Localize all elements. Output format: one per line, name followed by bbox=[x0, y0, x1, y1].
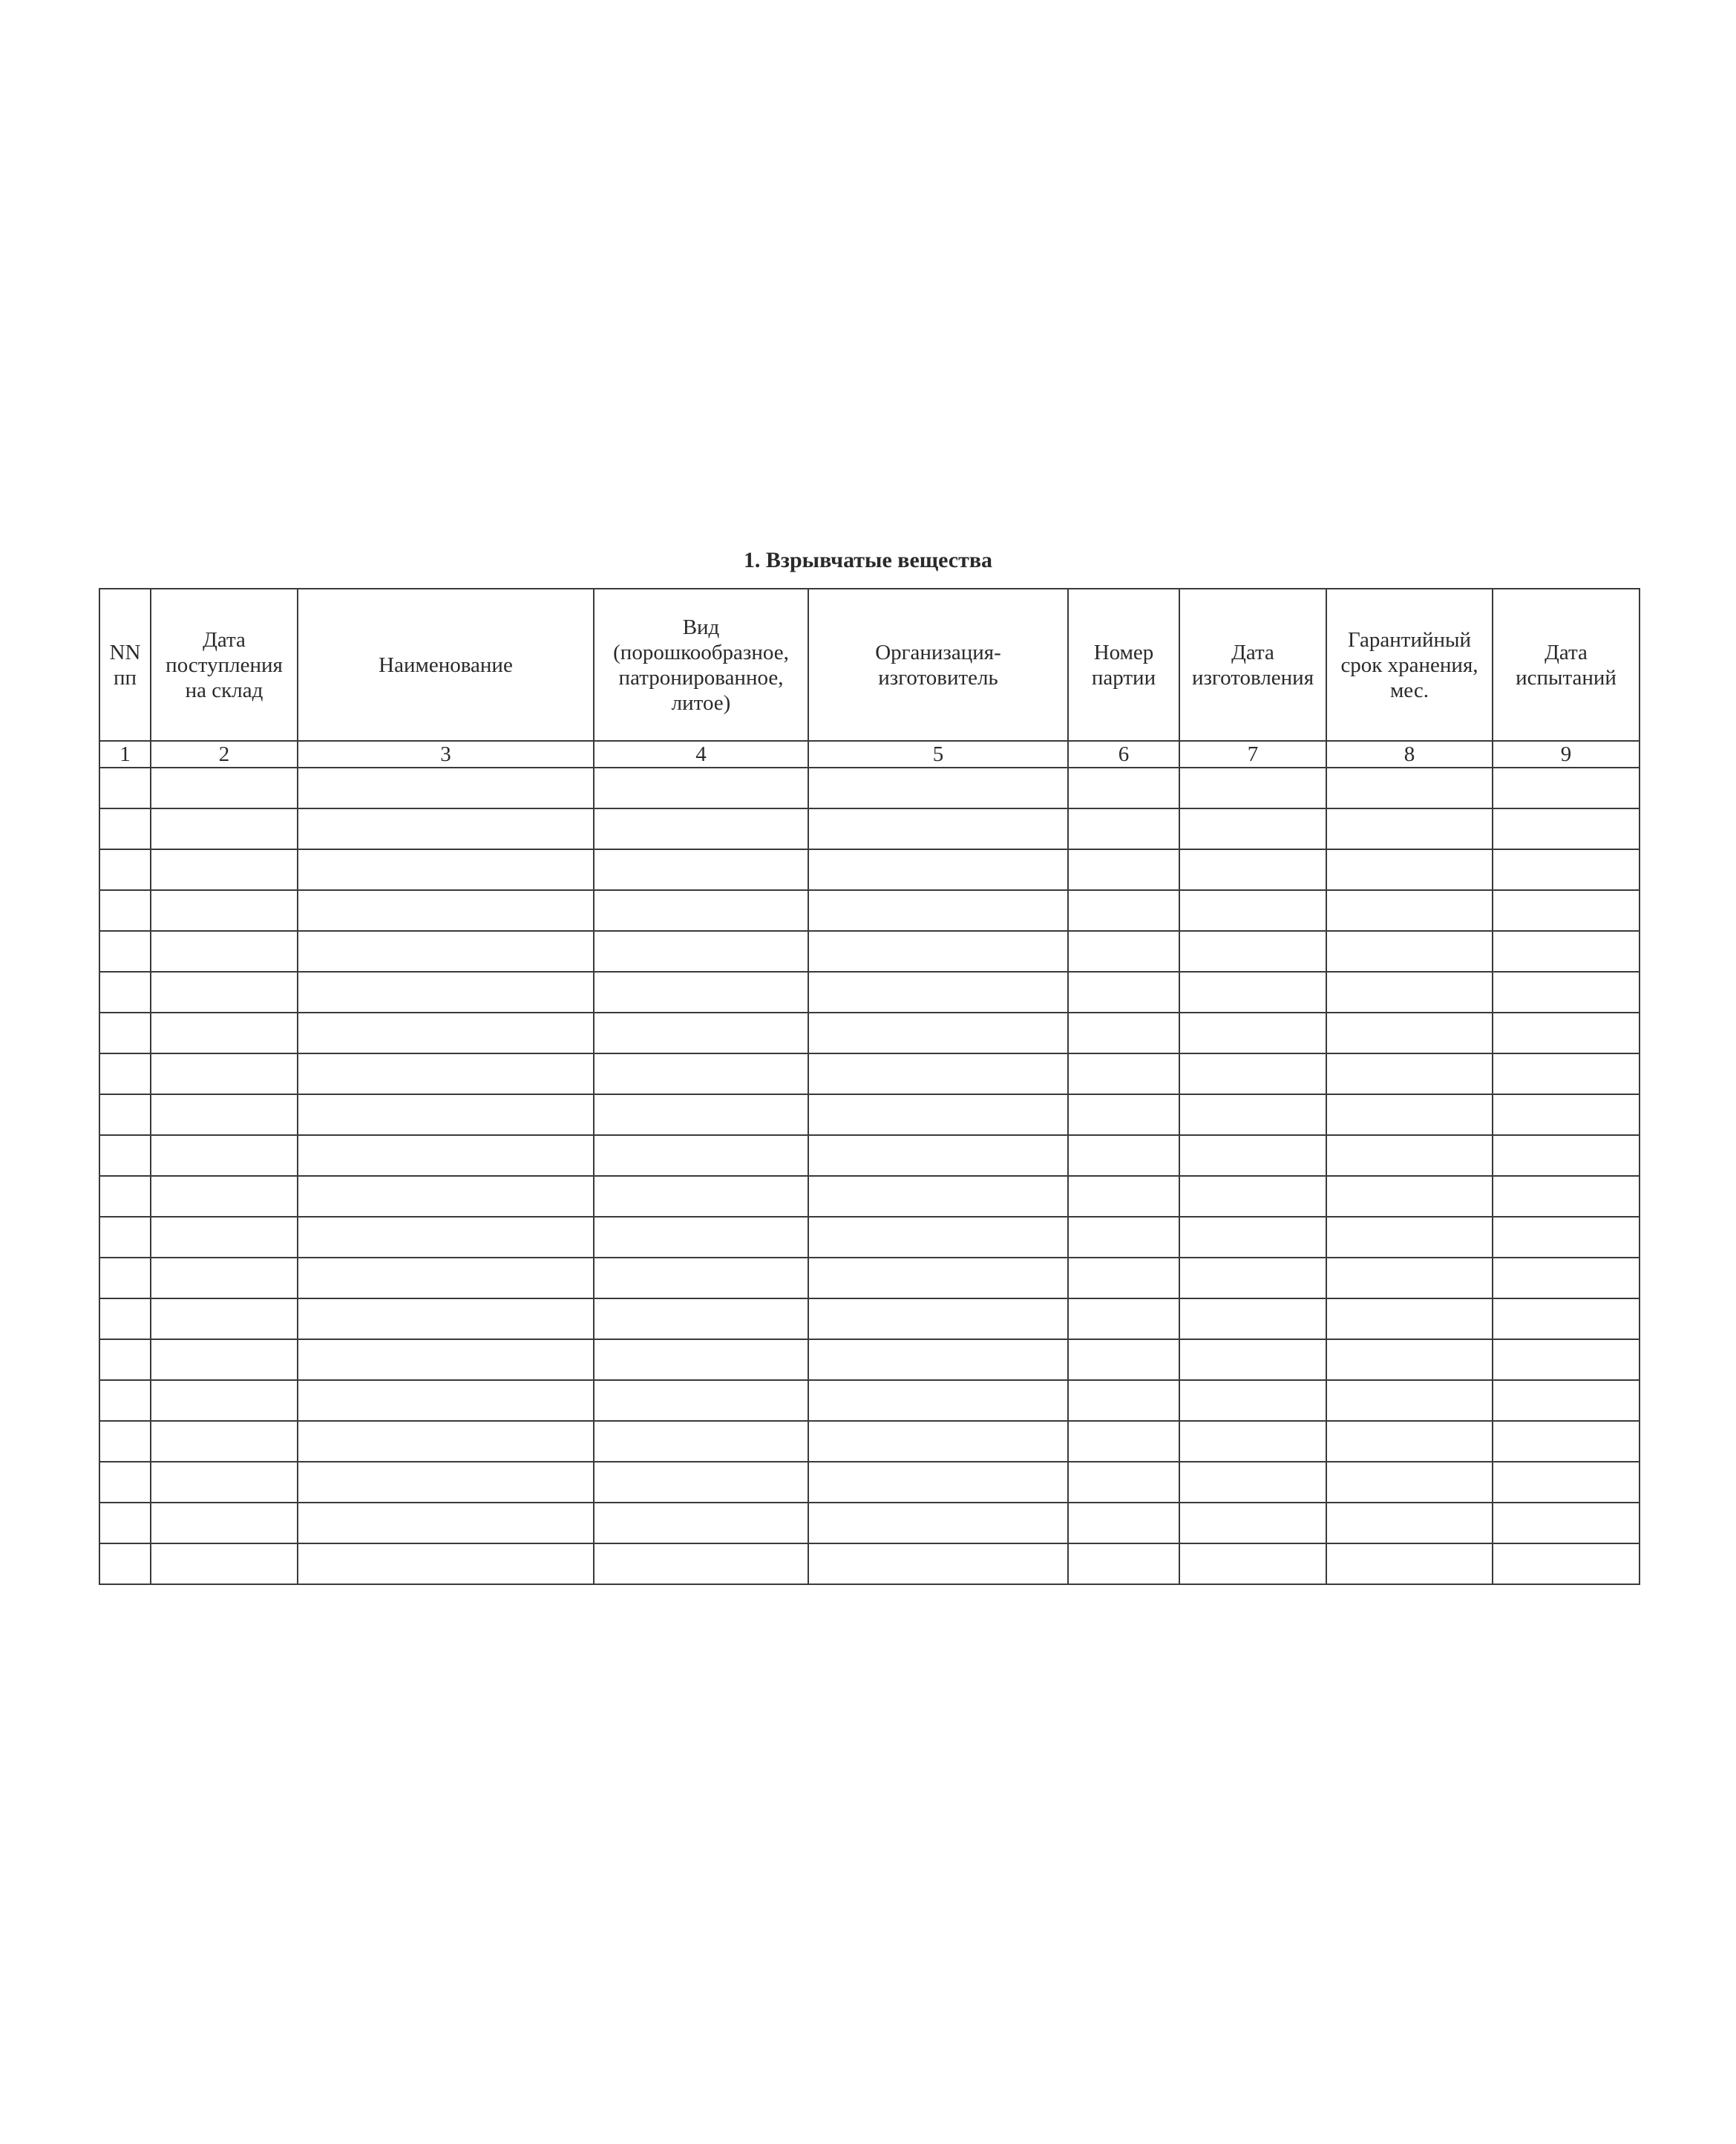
table-cell bbox=[1493, 1298, 1640, 1339]
table-row bbox=[99, 1421, 1640, 1462]
table-row bbox=[99, 1298, 1640, 1339]
table-cell bbox=[1493, 1339, 1640, 1380]
table-cell bbox=[151, 1094, 298, 1135]
table-cell bbox=[1326, 1298, 1493, 1339]
table-cell bbox=[151, 890, 298, 931]
table-cell bbox=[1179, 1543, 1326, 1584]
table-cell bbox=[1179, 972, 1326, 1013]
table-cell bbox=[808, 1298, 1068, 1339]
column-header-shelf-life: Гарантийный срок хранения, мес. bbox=[1326, 589, 1493, 741]
table-cell bbox=[298, 972, 594, 1013]
table-row bbox=[99, 1217, 1640, 1258]
table-cell bbox=[1326, 808, 1493, 849]
table-cell bbox=[151, 1421, 298, 1462]
table-cell bbox=[99, 1503, 151, 1543]
table-cell bbox=[1326, 1053, 1493, 1094]
table-cell bbox=[151, 1013, 298, 1053]
table-cell bbox=[1326, 890, 1493, 931]
table-cell bbox=[594, 1258, 808, 1298]
table-cell bbox=[1493, 1503, 1640, 1543]
table-cell bbox=[1326, 1339, 1493, 1380]
table-cell bbox=[1068, 890, 1179, 931]
table-cell bbox=[1179, 1298, 1326, 1339]
table-row bbox=[99, 1013, 1640, 1053]
table-cell bbox=[298, 1503, 594, 1543]
table-cell bbox=[1493, 890, 1640, 931]
table-cell bbox=[1326, 972, 1493, 1013]
table-cell bbox=[99, 808, 151, 849]
table-cell bbox=[99, 890, 151, 931]
table-cell bbox=[99, 1421, 151, 1462]
table-cell bbox=[1326, 1176, 1493, 1217]
header-row bbox=[99, 589, 1640, 741]
table-cell bbox=[808, 1503, 1068, 1543]
table-cell bbox=[1493, 972, 1640, 1013]
table-cell bbox=[151, 972, 298, 1013]
table-cell bbox=[99, 972, 151, 1013]
table-cell bbox=[808, 1094, 1068, 1135]
table-cell bbox=[1179, 1013, 1326, 1053]
column-number-row bbox=[99, 741, 1640, 768]
column-number: 5 bbox=[808, 741, 1068, 768]
table-cell bbox=[298, 1339, 594, 1380]
column-header-name: Наименование bbox=[298, 589, 594, 741]
table-cell bbox=[1179, 849, 1326, 890]
table-cell bbox=[594, 768, 808, 808]
table-cell bbox=[1493, 1462, 1640, 1503]
table-cell bbox=[151, 1503, 298, 1543]
table-cell bbox=[1326, 1543, 1493, 1584]
column-number: 3 bbox=[298, 741, 594, 768]
table-cell bbox=[808, 1053, 1068, 1094]
table-cell bbox=[99, 1339, 151, 1380]
table-cell bbox=[298, 890, 594, 931]
table-cell bbox=[1068, 1503, 1179, 1543]
table-cell bbox=[1179, 1503, 1326, 1543]
table-cell bbox=[1326, 1421, 1493, 1462]
table-cell bbox=[594, 1013, 808, 1053]
table-cell bbox=[1326, 1462, 1493, 1503]
table-row bbox=[99, 890, 1640, 931]
table-cell bbox=[594, 1176, 808, 1217]
table-cell bbox=[1068, 1543, 1179, 1584]
table-cell bbox=[298, 931, 594, 972]
table-cell bbox=[1068, 1013, 1179, 1053]
table-cell bbox=[1326, 1217, 1493, 1258]
table-cell bbox=[298, 1135, 594, 1176]
table-cell bbox=[1179, 1258, 1326, 1298]
table-cell bbox=[1493, 1176, 1640, 1217]
table-cell bbox=[1326, 1135, 1493, 1176]
table-cell bbox=[99, 1217, 151, 1258]
table-cell bbox=[1179, 1053, 1326, 1094]
table-cell bbox=[99, 849, 151, 890]
table-cell bbox=[151, 931, 298, 972]
table-cell bbox=[808, 890, 1068, 931]
table-cell bbox=[594, 972, 808, 1013]
table-cell bbox=[151, 1258, 298, 1298]
table-row bbox=[99, 1053, 1640, 1094]
table-cell bbox=[594, 931, 808, 972]
column-number: 2 bbox=[151, 741, 298, 768]
table-cell bbox=[151, 1176, 298, 1217]
column-header-arrival-date: Дата поступления на склад bbox=[151, 589, 298, 741]
table-cell bbox=[1179, 1421, 1326, 1462]
table-cell bbox=[151, 1339, 298, 1380]
table-cell bbox=[298, 1258, 594, 1298]
table-cell bbox=[1068, 1176, 1179, 1217]
column-header-test-date: Дата испытаний bbox=[1493, 589, 1640, 741]
table-cell bbox=[1068, 972, 1179, 1013]
table-cell bbox=[1179, 1217, 1326, 1258]
table-cell bbox=[99, 1298, 151, 1339]
table-row bbox=[99, 1339, 1640, 1380]
table-cell bbox=[151, 1217, 298, 1258]
table-cell bbox=[298, 1380, 594, 1421]
table-cell bbox=[99, 931, 151, 972]
table-cell bbox=[594, 1380, 808, 1421]
table-cell bbox=[1326, 1503, 1493, 1543]
table-cell bbox=[1179, 1094, 1326, 1135]
table-cell bbox=[808, 1543, 1068, 1584]
column-number: 9 bbox=[1493, 741, 1640, 768]
table-cell bbox=[1068, 1217, 1179, 1258]
table-cell bbox=[99, 1094, 151, 1135]
column-header-type: Вид (порошкообразное, патронированное, литое) bbox=[594, 589, 808, 741]
table-cell bbox=[298, 1053, 594, 1094]
table-row bbox=[99, 1543, 1640, 1584]
table-cell bbox=[1179, 890, 1326, 931]
table-cell bbox=[1493, 768, 1640, 808]
table-cell bbox=[1068, 849, 1179, 890]
table-cell bbox=[99, 1013, 151, 1053]
table-cell bbox=[1068, 931, 1179, 972]
table-row bbox=[99, 808, 1640, 849]
column-number: 4 bbox=[594, 741, 808, 768]
table-cell bbox=[1068, 1053, 1179, 1094]
table-cell bbox=[151, 808, 298, 849]
table-cell bbox=[594, 849, 808, 890]
table-cell bbox=[99, 1258, 151, 1298]
table-row bbox=[99, 1462, 1640, 1503]
table-cell bbox=[594, 1217, 808, 1258]
table-cell bbox=[594, 1462, 808, 1503]
table-cell bbox=[808, 1380, 1068, 1421]
table-cell bbox=[99, 1176, 151, 1217]
column-header-batch-number: Номер партии bbox=[1068, 589, 1179, 741]
column-header-manufacturer: Организация- изготовитель bbox=[808, 589, 1068, 741]
table-cell bbox=[1326, 849, 1493, 890]
table-cell bbox=[808, 1135, 1068, 1176]
table-cell bbox=[1068, 1462, 1179, 1503]
table-cell bbox=[1326, 1094, 1493, 1135]
table-cell bbox=[808, 1176, 1068, 1217]
column-number: 1 bbox=[99, 741, 151, 768]
column-number: 8 bbox=[1326, 741, 1493, 768]
table-cell bbox=[1493, 849, 1640, 890]
table-cell bbox=[594, 1503, 808, 1543]
table-cell bbox=[1493, 1013, 1640, 1053]
table-cell bbox=[808, 972, 1068, 1013]
table-cell bbox=[1493, 1543, 1640, 1584]
table-cell bbox=[594, 1135, 808, 1176]
table-cell bbox=[151, 1053, 298, 1094]
table-row bbox=[99, 1176, 1640, 1217]
table-cell bbox=[298, 1176, 594, 1217]
column-header-manufacture-date: Дата изготовления bbox=[1179, 589, 1326, 741]
table-row bbox=[99, 1094, 1640, 1135]
table-cell bbox=[1179, 931, 1326, 972]
table-row bbox=[99, 972, 1640, 1013]
table-cell bbox=[99, 1543, 151, 1584]
table-cell bbox=[594, 1094, 808, 1135]
table-cell bbox=[594, 1339, 808, 1380]
table-cell bbox=[1493, 1135, 1640, 1176]
table-cell bbox=[1179, 768, 1326, 808]
table-cell bbox=[1068, 768, 1179, 808]
table-cell bbox=[99, 1380, 151, 1421]
table-cell bbox=[1179, 1380, 1326, 1421]
table-cell bbox=[151, 849, 298, 890]
table-cell bbox=[298, 1543, 594, 1584]
table-cell bbox=[99, 1053, 151, 1094]
table-cell bbox=[298, 1298, 594, 1339]
table-cell bbox=[298, 1094, 594, 1135]
table-cell bbox=[298, 1217, 594, 1258]
table-cell bbox=[1068, 1421, 1179, 1462]
table-cell bbox=[1068, 1339, 1179, 1380]
table-cell bbox=[594, 1421, 808, 1462]
table-cell bbox=[594, 808, 808, 849]
table-cell bbox=[808, 1462, 1068, 1503]
table-cell bbox=[298, 808, 594, 849]
table-row bbox=[99, 849, 1640, 890]
table-cell bbox=[1493, 1258, 1640, 1298]
table-cell bbox=[1068, 1380, 1179, 1421]
table-row bbox=[99, 1380, 1640, 1421]
table-cell bbox=[1493, 1094, 1640, 1135]
table-title: 1. Взрывчатые вещества bbox=[743, 548, 993, 572]
table-cell bbox=[594, 1298, 808, 1339]
table-cell bbox=[808, 1339, 1068, 1380]
table-cell bbox=[1326, 931, 1493, 972]
table-cell bbox=[99, 768, 151, 808]
table-cell bbox=[1179, 1339, 1326, 1380]
table-cell bbox=[1068, 1258, 1179, 1298]
table-cell bbox=[808, 931, 1068, 972]
table-cell bbox=[1493, 1217, 1640, 1258]
table-cell bbox=[298, 1013, 594, 1053]
table-cell bbox=[298, 849, 594, 890]
table-cell bbox=[298, 768, 594, 808]
table-cell bbox=[151, 1135, 298, 1176]
table-cell bbox=[808, 1217, 1068, 1258]
table-cell bbox=[1493, 1380, 1640, 1421]
table-cell bbox=[151, 768, 298, 808]
table-cell bbox=[808, 768, 1068, 808]
table-cell bbox=[151, 1462, 298, 1503]
table-cell bbox=[298, 1462, 594, 1503]
table-cell bbox=[808, 1258, 1068, 1298]
table-cell bbox=[1493, 1421, 1640, 1462]
table-cell bbox=[808, 1013, 1068, 1053]
table-cell bbox=[1326, 1013, 1493, 1053]
table-cell bbox=[1068, 1135, 1179, 1176]
table-cell bbox=[99, 1462, 151, 1503]
table-cell bbox=[1179, 1462, 1326, 1503]
table-cell bbox=[808, 808, 1068, 849]
explosives-register-table bbox=[99, 588, 1640, 1585]
table-cell bbox=[1068, 808, 1179, 849]
table-cell bbox=[808, 849, 1068, 890]
table-cell bbox=[1493, 808, 1640, 849]
table-row bbox=[99, 1503, 1640, 1543]
table-cell bbox=[1179, 1135, 1326, 1176]
table-cell bbox=[1326, 1258, 1493, 1298]
column-header-nn: NN пп bbox=[99, 589, 151, 741]
table-cell bbox=[594, 890, 808, 931]
table-row bbox=[99, 1135, 1640, 1176]
column-number: 6 bbox=[1068, 741, 1179, 768]
table-cell bbox=[1179, 1176, 1326, 1217]
table-cell bbox=[594, 1543, 808, 1584]
table-cell bbox=[1179, 808, 1326, 849]
table-cell bbox=[1326, 768, 1493, 808]
table-cell bbox=[1068, 1094, 1179, 1135]
table-cell bbox=[1326, 1380, 1493, 1421]
table-cell bbox=[808, 1421, 1068, 1462]
table-row bbox=[99, 768, 1640, 808]
table-cell bbox=[151, 1543, 298, 1584]
table-cell bbox=[151, 1380, 298, 1421]
table-cell bbox=[151, 1298, 298, 1339]
table-cell bbox=[1493, 1053, 1640, 1094]
table-cell bbox=[298, 1421, 594, 1462]
table-cell bbox=[99, 1135, 151, 1176]
table-row bbox=[99, 1258, 1640, 1298]
table-cell bbox=[1068, 1298, 1179, 1339]
table-cell bbox=[594, 1053, 808, 1094]
column-number: 7 bbox=[1179, 741, 1326, 768]
table-row bbox=[99, 931, 1640, 972]
table-cell bbox=[1493, 931, 1640, 972]
